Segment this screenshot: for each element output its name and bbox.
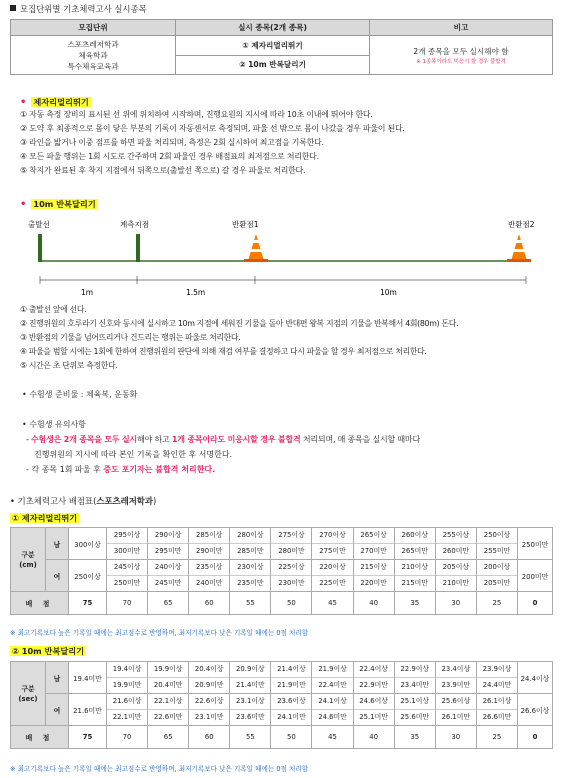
emph-text: 중도 포기자는 불합격 처리한다. bbox=[103, 465, 216, 474]
score-cell bbox=[435, 528, 476, 560]
remark-warning: ※ 1종목이라도 미응시 할 경우 불합격 bbox=[416, 58, 506, 65]
rule-line: ① 자동 측정 장비의 표시된 선 위에 위치하여 시작하며, 진행요원의 지시에 따라 10초 이내에 뛰어야 한다. bbox=[20, 110, 373, 119]
range-from: 22.9이상 bbox=[395, 662, 435, 678]
range-to: 23.4미만 bbox=[400, 681, 430, 689]
score-cell bbox=[271, 694, 312, 726]
timing-post bbox=[136, 234, 140, 262]
range-from: 26.1이상 bbox=[477, 694, 517, 710]
range-from: 275이상 bbox=[271, 528, 311, 544]
points-cell: 70 bbox=[107, 726, 148, 749]
range-from: 22.6이상 bbox=[189, 694, 229, 710]
score-cell bbox=[148, 694, 189, 726]
score-cell bbox=[189, 694, 230, 726]
category-label: 구분 bbox=[21, 684, 35, 693]
shuttle-run-diagram bbox=[0, 214, 566, 300]
caution-title-text: 수험생 유의사항 bbox=[29, 420, 86, 429]
score-cell bbox=[312, 528, 353, 560]
label-turn-1: 반환점1 bbox=[232, 220, 259, 229]
score1-note: ※ 최고기록보다 높은 기록일 때에는 최고점수로 반영하며, 최저기록보다 낮은 기록일 때에는 0점 처리함 bbox=[10, 629, 309, 637]
points-cell: 55 bbox=[230, 726, 271, 749]
score1-title bbox=[10, 513, 79, 524]
section-shuttle-title bbox=[20, 199, 98, 210]
range-to: 20.4미만 bbox=[153, 681, 183, 689]
range-to: 240미만 bbox=[196, 579, 223, 587]
range-to: 24.1미만 bbox=[277, 713, 306, 721]
score-cell bbox=[476, 662, 517, 694]
range-to: 26.6미만 bbox=[482, 713, 512, 721]
points-cell: 45 bbox=[312, 592, 353, 615]
dist-label: 10m bbox=[380, 288, 397, 297]
score-cell bbox=[230, 694, 271, 726]
score-cell bbox=[189, 528, 230, 560]
range-to: 300미만 bbox=[113, 547, 141, 555]
range-from: 21.6이상 bbox=[107, 694, 147, 710]
rule-line: ③ 반환점의 기물을 넘어뜨리거나 건드리는 행위는 파울로 처리한다. bbox=[20, 333, 241, 342]
title-text: 기초체력고사 배점표( bbox=[17, 496, 97, 506]
points-cell: 50 bbox=[271, 592, 312, 615]
points-cell: 40 bbox=[353, 592, 394, 615]
range-from: 205이상 bbox=[436, 560, 476, 576]
range-to: 26.1미만 bbox=[441, 713, 471, 721]
range-to: 215미만 bbox=[401, 579, 428, 587]
unit-pe: 체육학과 bbox=[78, 50, 108, 60]
score-cell bbox=[394, 560, 435, 592]
prep-text: 수험생 준비물 : 체육복, 운동화 bbox=[29, 390, 138, 399]
label-timing-point: 계측지점 bbox=[120, 220, 149, 229]
range-to: 225미만 bbox=[319, 579, 346, 587]
score2-note: ※ 최고기록보다 높은 기록일 때에는 최고점수로 반영하며, 최저기록보다 낮은 기록일 때에는 0점 처리함 bbox=[10, 765, 309, 773]
range-to: 20.9미만 bbox=[194, 681, 224, 689]
gender-female: 여 bbox=[46, 694, 69, 726]
range-from: 23.4이상 bbox=[436, 662, 476, 678]
points-cell: 0 bbox=[518, 592, 553, 615]
caution-line-2: 진행위원의 지시에 따라 본인 기록을 확인한 후 서명한다. bbox=[34, 450, 233, 459]
score-cell bbox=[189, 560, 230, 592]
score1-title-text: ① 제자리멀리뛰기 bbox=[12, 513, 78, 523]
range-from: 280이상 bbox=[230, 528, 270, 544]
remark-text: 2개 종목을 모두 실시해야 함 bbox=[413, 46, 509, 56]
emph-text: 1개 종목이라도 미응시할 경우 불합격 bbox=[171, 435, 301, 444]
score-cell bbox=[435, 662, 476, 694]
score-cell bbox=[148, 528, 189, 560]
points-label: 배 점 bbox=[11, 726, 69, 749]
unit-special-pe: 특수체육교육과 bbox=[67, 61, 119, 71]
range-to: 23.6미만 bbox=[236, 713, 265, 721]
score-cell bbox=[476, 528, 517, 560]
score-cell bbox=[435, 560, 476, 592]
range-to: 270미만 bbox=[360, 547, 387, 555]
range-to: 19.9미만 bbox=[112, 681, 142, 689]
range-from: 25.6이상 bbox=[436, 694, 476, 710]
cone-icon bbox=[244, 234, 268, 262]
range-from: 220이상 bbox=[312, 560, 352, 576]
gender-female: 여 bbox=[46, 560, 69, 592]
title-close: ) bbox=[153, 496, 157, 506]
points-cell: 40 bbox=[353, 726, 394, 749]
range-from: 230이상 bbox=[230, 560, 270, 576]
label-start-line: 출발선 bbox=[28, 220, 50, 229]
rule-line: ② 진행위원의 호루라기 신호와 동시에 실시하고 10m 지점에 세워진 기물을 돌아 반대편 왕복 지점의 기물을 반복해서 4회(80m) 돈다. bbox=[20, 319, 459, 328]
range-to: 260미만 bbox=[442, 547, 470, 555]
score-table-shuttle bbox=[10, 661, 553, 749]
range-to: 23.1미만 bbox=[194, 713, 224, 721]
caution-line-3 bbox=[26, 464, 215, 475]
range-from: 24.6이상 bbox=[354, 694, 394, 710]
points-cell: 25 bbox=[476, 726, 517, 749]
range-from: 250이상 bbox=[477, 528, 517, 544]
range-from: 215이상 bbox=[354, 560, 394, 576]
range-to: 22.4미만 bbox=[318, 681, 347, 689]
score-cell bbox=[107, 694, 148, 726]
score-cell: 24.4이상 bbox=[518, 662, 553, 694]
points-cell: 0 bbox=[518, 726, 553, 749]
range-to: 21.4미만 bbox=[236, 681, 265, 689]
range-from: 290이상 bbox=[148, 528, 188, 544]
range-to: 22.1미만 bbox=[112, 713, 142, 721]
score-cell bbox=[312, 662, 353, 694]
score-cell bbox=[230, 662, 271, 694]
score-cell bbox=[230, 528, 271, 560]
col-unit-header: 모집단위 bbox=[11, 20, 176, 36]
score-cell bbox=[148, 662, 189, 694]
emph-text: 수험생은 2개 종목을 모두 실시 bbox=[31, 435, 138, 444]
score2-title bbox=[10, 646, 86, 657]
category-cell bbox=[11, 528, 46, 592]
range-to: 210미만 bbox=[442, 579, 470, 587]
section-standing-jump-title bbox=[20, 97, 91, 108]
score-cell bbox=[353, 528, 394, 560]
plain-text: 해야 하고 bbox=[137, 435, 172, 444]
range-from: 25.1이상 bbox=[395, 694, 435, 710]
gender-male: 남 bbox=[46, 528, 69, 560]
score-cell bbox=[353, 560, 394, 592]
col-remark-header: 비고 bbox=[370, 20, 553, 36]
bullet-icon: • bbox=[10, 496, 18, 506]
points-cell: 75 bbox=[69, 592, 107, 615]
score-cell bbox=[107, 560, 148, 592]
range-from: 270이상 bbox=[312, 528, 352, 544]
score-cell bbox=[312, 694, 353, 726]
bullet-icon: • bbox=[22, 420, 30, 429]
range-to: 205미만 bbox=[483, 579, 511, 587]
rule-line: ④ 파울을 범할 시에는 1회에 한하여 진행위원의 판단에 의해 재검 여부를 결정하고 다시 파울을 할 경우 최저점으로 처리한다. bbox=[20, 347, 427, 356]
dist-label: 1m bbox=[81, 288, 94, 297]
bullet-icon: • bbox=[20, 199, 27, 210]
score-cell bbox=[353, 694, 394, 726]
score-cell: 21.6미만 bbox=[69, 694, 107, 726]
score-cell bbox=[394, 694, 435, 726]
range-to: 25.1미만 bbox=[359, 713, 388, 721]
range-from: 20.4이상 bbox=[189, 662, 229, 678]
range-from: 21.4이상 bbox=[271, 662, 311, 678]
points-cell: 65 bbox=[148, 726, 189, 749]
score-cell bbox=[476, 560, 517, 592]
square-bullet-icon bbox=[10, 5, 16, 11]
points-cell: 75 bbox=[69, 726, 107, 749]
range-to: 265미만 bbox=[401, 547, 428, 555]
title-bold: 스포츠레저학과 bbox=[96, 496, 153, 506]
bullet-icon: • bbox=[20, 97, 27, 108]
score-cell: 19.4미만 bbox=[69, 662, 107, 694]
unit-label: (cm) bbox=[19, 560, 37, 569]
rule-line: ① 출발선 앞에 선다. bbox=[20, 305, 87, 314]
category-label: 구분 bbox=[21, 550, 35, 559]
range-from: 21.9이상 bbox=[312, 662, 352, 678]
range-to: 230미만 bbox=[278, 579, 305, 587]
score-cell bbox=[394, 662, 435, 694]
score-cell bbox=[312, 560, 353, 592]
range-to: 220미만 bbox=[360, 579, 387, 587]
cone-icon bbox=[507, 234, 531, 262]
remark-cell bbox=[370, 36, 553, 75]
range-from: 23.6이상 bbox=[271, 694, 311, 710]
range-from: 285이상 bbox=[189, 528, 229, 544]
bullet-icon: • bbox=[22, 390, 30, 399]
range-from: 24.1이상 bbox=[312, 694, 352, 710]
score-table-title bbox=[10, 495, 156, 507]
range-from: 240이상 bbox=[148, 560, 188, 576]
points-label: 배 점 bbox=[11, 592, 69, 615]
score-cell bbox=[271, 560, 312, 592]
score-cell bbox=[107, 528, 148, 560]
points-cell: 25 bbox=[476, 592, 517, 615]
event-1: ① 제자리멀리뛰기 bbox=[176, 36, 370, 56]
range-to: 235미만 bbox=[237, 579, 264, 587]
rule-line: ⑤ 시간은 초 단위로 측정한다. bbox=[20, 361, 118, 370]
range-from: 260이상 bbox=[395, 528, 435, 544]
points-cell: 35 bbox=[394, 726, 435, 749]
score-cell bbox=[230, 560, 271, 592]
score-cell bbox=[189, 662, 230, 694]
score-cell bbox=[476, 694, 517, 726]
range-from: 20.9이상 bbox=[230, 662, 270, 678]
range-from: 22.4이상 bbox=[354, 662, 394, 678]
range-to: 24.4미만 bbox=[482, 681, 512, 689]
caution-line-1 bbox=[26, 434, 420, 445]
range-to: 21.9미만 bbox=[277, 681, 306, 689]
category-cell bbox=[11, 662, 46, 726]
range-to: 295미만 bbox=[154, 547, 182, 555]
label-turn-2: 반환점2 bbox=[508, 220, 535, 229]
score-cell bbox=[271, 662, 312, 694]
score-table-jump bbox=[10, 527, 553, 615]
event-2: ② 10m 반복달리기 bbox=[176, 55, 370, 75]
score-cell bbox=[271, 528, 312, 560]
points-cell: 50 bbox=[271, 726, 312, 749]
range-from: 200이상 bbox=[477, 560, 517, 576]
range-to: 22.6미만 bbox=[153, 713, 183, 721]
points-cell: 35 bbox=[394, 592, 435, 615]
range-to: 290미만 bbox=[196, 547, 223, 555]
points-cell: 65 bbox=[148, 592, 189, 615]
rule-line: ② 도약 후 최종적으로 몸이 닿은 부분의 기록이 자동센서로 측정되며, 파울 선 밖으로 몸이 나갔을 경우 파울이 된다. bbox=[20, 124, 405, 133]
points-cell: 30 bbox=[435, 726, 476, 749]
score-cell bbox=[107, 662, 148, 694]
range-to: 245미만 bbox=[154, 579, 182, 587]
header-title: 모집단위별 기초체력고사 실시종목 bbox=[20, 4, 147, 14]
rule-line: ④ 모든 파울 행위는 1회 시도로 간주하며 2회 파울인 경우 배점표의 최저점으로 처리한다. bbox=[20, 152, 319, 161]
start-post bbox=[38, 234, 42, 262]
points-cell: 55 bbox=[230, 592, 271, 615]
range-to: 255미만 bbox=[483, 547, 511, 555]
range-from: 235이상 bbox=[189, 560, 229, 576]
points-cell: 45 bbox=[312, 726, 353, 749]
range-from: 23.9이상 bbox=[477, 662, 517, 678]
section-title-text: 10m 반복달리기 bbox=[33, 199, 96, 209]
shuttle-run-rules bbox=[20, 303, 458, 373]
range-to: 22.9미만 bbox=[359, 681, 388, 689]
score-cell: 250이상 bbox=[69, 560, 107, 592]
score-cell bbox=[435, 694, 476, 726]
range-from: 22.1이상 bbox=[148, 694, 188, 710]
section-title-text: 제자리멀리뛰기 bbox=[33, 97, 89, 107]
points-cell: 60 bbox=[189, 726, 230, 749]
prep-items bbox=[22, 389, 137, 400]
range-from: 265이상 bbox=[354, 528, 394, 544]
range-to: 280미만 bbox=[278, 547, 305, 555]
gender-male: 남 bbox=[46, 662, 69, 694]
unit-label: (sec) bbox=[18, 694, 38, 703]
points-cell: 30 bbox=[435, 592, 476, 615]
range-to: 250미만 bbox=[113, 579, 141, 587]
range-to: 285미만 bbox=[237, 547, 264, 555]
standing-jump-rules bbox=[20, 108, 405, 178]
rule-line: ⑤ 착지가 완료된 후 착지 지점에서 뒤쪽으로(출발선 쪽으로) 갈 경우 파울로 처리한다. bbox=[20, 166, 306, 175]
score-cell bbox=[353, 662, 394, 694]
range-from: 245이상 bbox=[107, 560, 147, 576]
range-to: 24.6미만 bbox=[318, 713, 347, 721]
plain-text: 처리되며, 매 종목을 실시할 때마다 bbox=[300, 435, 420, 444]
score-cell bbox=[394, 528, 435, 560]
unit-sports: 스포츠레저학과 bbox=[67, 39, 119, 49]
units-cell bbox=[11, 36, 176, 75]
col-event-header: 실시 종목(2개 종목) bbox=[176, 20, 370, 36]
range-to: 23.9미만 bbox=[441, 681, 471, 689]
page-header bbox=[10, 3, 147, 15]
score-cell: 26.6이상 bbox=[518, 694, 553, 726]
score-cell bbox=[148, 560, 189, 592]
score-cell: 250미만 bbox=[518, 528, 553, 560]
score-cell: 200미만 bbox=[518, 560, 553, 592]
range-from: 210이상 bbox=[395, 560, 435, 576]
range-from: 19.9이상 bbox=[148, 662, 188, 678]
rule-line: ③ 라인을 밟거나 이중 점프를 하면 파울 처리되며, 측정은 2회 실시하여 최고점을 기록한다. bbox=[20, 138, 324, 147]
range-from: 23.1이상 bbox=[230, 694, 270, 710]
range-from: 225이상 bbox=[271, 560, 311, 576]
range-to: 275미만 bbox=[319, 547, 346, 555]
range-from: 295이상 bbox=[107, 528, 147, 544]
points-cell: 70 bbox=[107, 592, 148, 615]
score2-title-text: ② 10m 반복달리기 bbox=[12, 646, 85, 656]
dist-label: 1.5m bbox=[186, 288, 206, 297]
events-table bbox=[10, 19, 553, 75]
score-cell: 300이상 bbox=[69, 528, 107, 560]
range-from: 255이상 bbox=[436, 528, 476, 544]
plain-text: - 각 종목 1회 파울 후 bbox=[26, 465, 104, 474]
range-to: 25.6미만 bbox=[400, 713, 430, 721]
caution-title bbox=[22, 419, 86, 430]
range-from: 19.4이상 bbox=[107, 662, 147, 678]
points-cell: 60 bbox=[189, 592, 230, 615]
dash: - bbox=[26, 435, 32, 444]
